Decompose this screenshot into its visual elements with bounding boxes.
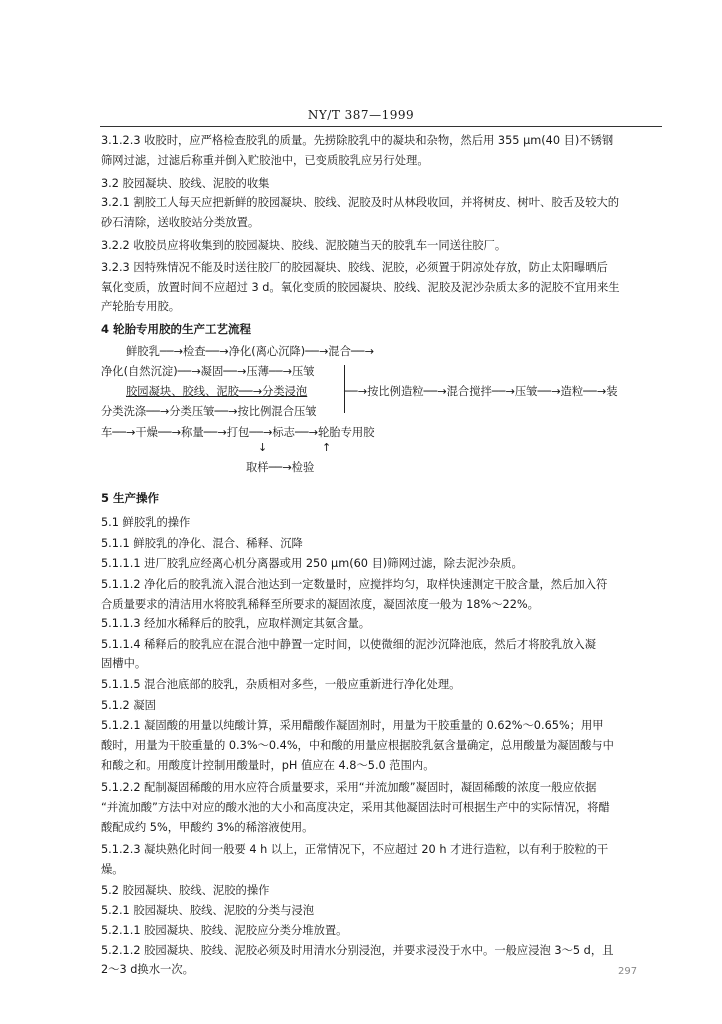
section-5-2: 5.2 胶园凝块、胶线、泥胶的操作 <box>101 884 270 897</box>
para-5-1-2-3-l1: 5.1.2.3 凝块熟化时间一般要 4 h 以上，正常情况下，不应超过 20 h 才进行造粒，以有利于胶粒的干 <box>101 843 609 856</box>
section-3-2: 3.2 胶园凝块、胶线、泥胶的收集 <box>101 177 270 190</box>
page-number: 297 <box>618 966 638 977</box>
para-5-1-1-4-l2: 固槽中。 <box>101 657 147 670</box>
section-5-2-1: 5.2.1 胶园凝块、胶线、泥胶的分类与浸泡 <box>101 904 315 917</box>
flow-row-2: 净化(自然沉淀)──→凝固──→压薄──→压皱 <box>101 365 315 378</box>
para-5-1-2-2-l1: 5.1.2.2 配制凝固稀酸的用水应符合质量要求，采用“并流加酸”凝固时，凝固稀酸的浓度一般应依据 <box>101 781 597 794</box>
section-5-1: 5.1 鲜胶乳的操作 <box>101 516 191 529</box>
para-5-2-1-2-l1: 5.2.1.2 胶园凝块、胶线、泥胶必须及时用清水分别浸泡，并要求浸没于水中。一般应浸泡 3～5 d，且 <box>101 944 614 957</box>
para-5-1-2-1-l1: 5.1.2.1 凝固酸的用量以纯酸计算，采用醋酸作凝固剂时，用量为干胶重量的 0.62%～0.65%；用甲 <box>101 719 604 732</box>
para-3-2-3-l3: 产轮胎专用胶。 <box>101 300 181 313</box>
section-4-heading: 4 轮胎专用胶的生产工艺流程 <box>101 322 252 336</box>
para-5-1-1-2-l2: 合质量要求的清洁用水将胶乳稀释至所要求的凝固浓度，凝固浓度一般为 18%～22%。 <box>101 598 539 611</box>
section-5-1-2: 5.1.2 凝固 <box>101 699 156 712</box>
flow-down-arrow: ↓ <box>258 441 268 454</box>
para-3-2-1-l2: 砂石清除，送收胶站分类放置。 <box>101 216 260 229</box>
para-5-1-1-5: 5.1.1.5 混合池底部的胶乳，杂质相对多些，一般应重新进行净化处理。 <box>101 678 461 691</box>
page-header: NY/T 387—1999 <box>307 108 415 122</box>
para-5-1-1-3: 5.1.1.3 经加水稀释后的胶乳，应取样测定其氨含量。 <box>101 617 371 630</box>
para-3-2-1-l1: 3.2.1 割胶工人每天应把新鲜的胶园凝块、胶线、泥胶及时从林段收回，并将树皮、树叶、胶舌及较大的 <box>101 196 620 209</box>
flow-row-5: 车──→干燥──→称量──→打包──→标志──→轮胎专用胶 <box>101 426 375 439</box>
flow-up-arrow: ↑ <box>322 441 332 454</box>
flow-row-3: 胶园凝块、胶线、泥胶──→分类浸泡 <box>126 385 308 398</box>
para-5-1-1-4-l1: 5.1.1.4 稀释后的胶乳应在混合池中静置一定时间，以使微细的泥沙沉降池底，然后才将胶乳放入凝 <box>101 638 596 651</box>
para-5-1-2-2-l2: “并流加酸”方法中对应的酸水池的大小和高度决定，采用其他凝固法时可根据生产中的实际情况，将醋 <box>101 801 610 814</box>
para-3-2-3-l2: 氧化变质，放置时间不应超过 3 d。氧化变质的胶园凝块、胶线、泥胶及泥沙杂质太多的泥胶不宜用来生 <box>101 281 620 294</box>
flow-bracket <box>343 365 345 413</box>
para-3-1-2-3-l1: 3.1.2.3 收胶时，应严格检查胶乳的质量。先捞除胶乳中的凝块和杂物，然后用 355 μm(40 目)不锈钢 <box>101 134 614 147</box>
section-5-heading: 5 生产操作 <box>101 491 160 505</box>
section-5-1-1: 5.1.1 鲜胶乳的净化、混合、稀释、沉降 <box>101 537 303 550</box>
flow-row-1: 鲜胶乳──→检查──→净化(离心沉降)──→混合──→ <box>126 345 374 358</box>
flow-row-3b: ──→按比例造粒──→混合搅拌──→压皱──→造粒──→装 <box>344 385 618 398</box>
header-rule <box>100 126 662 127</box>
para-5-1-2-1-l2: 酸时，用量为干胶重量的 0.3%～0.4%，中和酸的用量应根据胶乳氨含量确定，总用酸量为凝固酸与中 <box>101 739 614 752</box>
para-5-1-1-1: 5.1.1.1 进厂胶乳应经离心机分离器或用 250 μm(60 目)筛网过滤，除去泥沙杂质。 <box>101 557 523 570</box>
para-3-2-2: 3.2.2 收胶员应将收集到的胶园凝块、胶线、泥胶随当天的胶乳车一同送往胶厂。 <box>101 239 507 252</box>
para-5-1-2-3-l2: 燥。 <box>101 863 124 876</box>
para-5-1-2-1-l3: 和酸之和。用酸度计控制用酸量时，pH 值应在 4.8～5.0 范围内。 <box>101 759 435 772</box>
flow-row-4: 分类洗涤──→分类压皱──→按比例混合压皱 <box>101 405 317 418</box>
para-5-2-1-1: 5.2.1.1 胶园凝块、胶线、泥胶应分类分堆放置。 <box>101 924 348 937</box>
flow-row-6: 取样──→检验 <box>246 461 315 474</box>
para-3-1-2-3-l2: 筛网过滤，过滤后称重并倒入贮胶池中，已变质胶乳应另行处理。 <box>101 154 429 167</box>
para-5-2-1-2-l2: 2～3 d换水一次。 <box>101 963 194 976</box>
para-5-1-2-2-l3: 酸配成约 5%，甲酸约 3%的稀溶液使用。 <box>101 821 314 834</box>
para-5-1-1-2-l1: 5.1.1.2 净化后的胶乳流入混合池达到一定数量时，应搅拌均匀，取样快速测定干胶含量，然后加入符 <box>101 578 608 591</box>
para-3-2-3-l1: 3.2.3 因特殊情况不能及时送往胶厂的胶园凝块、胶线、泥胶，必须置于阴凉处存放，防止太阳曝晒后 <box>101 261 608 274</box>
